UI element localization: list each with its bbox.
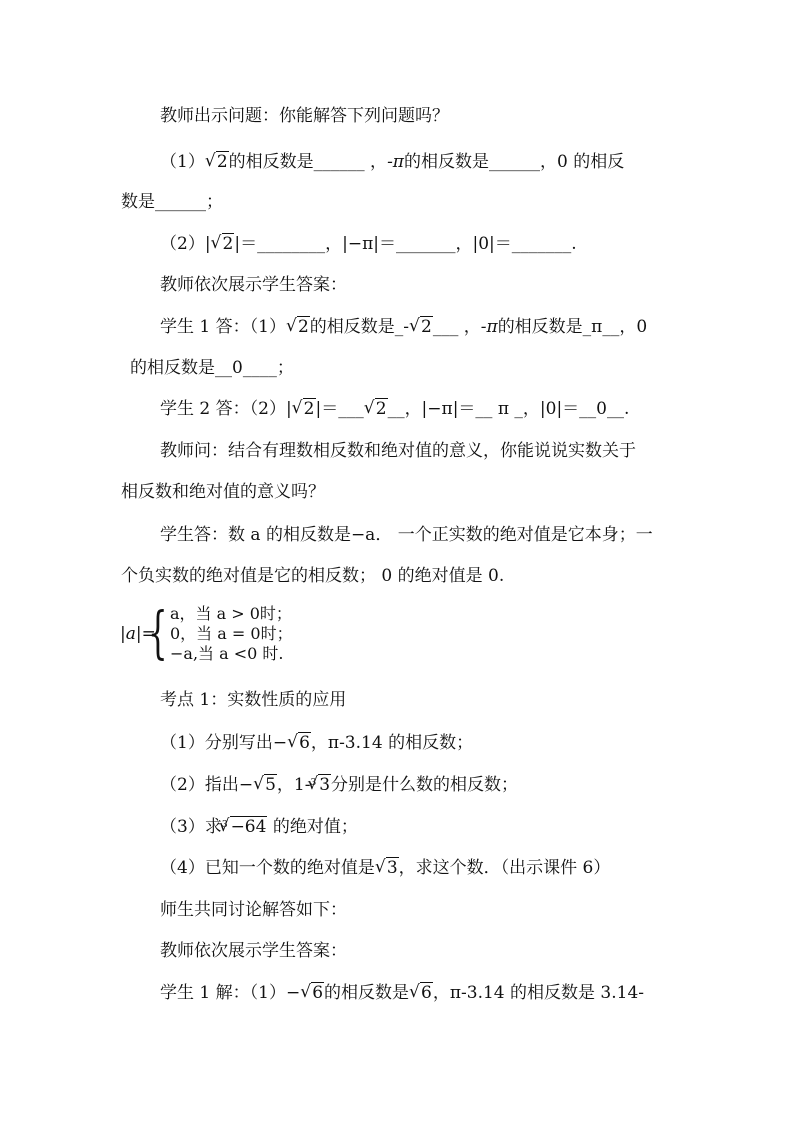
case-positive: a，当 a > 0时； [170, 604, 292, 623]
sqrt: √ 5 [253, 773, 277, 797]
left-brace: { [148, 601, 168, 666]
discussion-line: 师生共同讨论解答如下： [160, 900, 347, 920]
show-answers-2: 教师依次展示学生答案： [160, 941, 347, 961]
student-1-solution: 学生 1 解：（1）−√ 6的相反数是√ 6，π-3.14 的相反数是 3.14- [160, 981, 644, 1005]
kaodian-1-heading: 考点 1：实数性质的应用 [160, 690, 347, 710]
sqrt: √ 2 [286, 315, 310, 339]
question-1-cont: 数是______； [121, 192, 223, 212]
exercise-3: （3）求$^3$√ −64 的绝对值； [160, 815, 358, 839]
student-answer-definition: 学生答：数 a 的相反数是−a． 一个正实数的绝对值是它本身；一 [160, 525, 653, 545]
paragraph-show-answers: 教师依次展示学生答案： [160, 275, 347, 295]
sqrt: √ 2 [364, 397, 388, 421]
exercise-2: （2）指出−√ 5，1-$^3$√ 3分别是什么数的相反数； [160, 773, 518, 797]
question-2: （2）|√ 2|＝________，|−π|＝_______，|0|＝_______. [160, 232, 577, 256]
case-zero: 0，当 a = 0时； [170, 624, 293, 643]
sqrt: √ 6 [287, 731, 311, 755]
sqrt: √ 6 [300, 981, 324, 1005]
sqrt: √ 2 [211, 232, 235, 256]
sqrt: √ 2 [205, 150, 229, 174]
student-answer-definition-cont: 个负实数的绝对值是它的相反数； 0 的绝对值是 0. [121, 566, 505, 586]
sqrt: √ 2 [292, 397, 316, 421]
teacher-ask-cont: 相反数和绝对值的意义吗？ [121, 482, 325, 502]
sqrt: √ 2 [409, 315, 433, 339]
absolute-value-piecewise [120, 601, 380, 668]
sqrt: √ 6 [409, 981, 433, 1005]
student-2-answer: 学生 2 答：（2）|√ 2|＝___√ 2__，|−π|＝__ π _，|0|＝__0__. [160, 397, 629, 421]
teacher-ask: 教师问：结合有理数相反数和绝对值的意义，你能说说实数关于 [160, 441, 636, 461]
student-1-answer: 学生 1 答：（1）√ 2的相反数是_-√ 2___ ，-π的相反数是_π__，0 [160, 315, 647, 339]
cube-root: √ −64 [219, 815, 268, 839]
sqrt: √ 3 [375, 856, 399, 880]
exercise-4: （4）已知一个数的绝对值是√ 3，求这个数．（出示课件 6） [160, 856, 610, 880]
cube-root: √ 3 [307, 773, 331, 797]
student-1-answer-cont: 的相反数是__0____； [130, 358, 294, 378]
case-negative: −a,当 a <0 时. [170, 644, 284, 663]
exercise-1: （1）分别写出−√ 6，π-3.14 的相反数； [160, 731, 473, 755]
abs-lhs: |a|= [120, 624, 156, 644]
paragraph-teacher-question: 教师出示问题：你能解答下列问题吗？ [160, 106, 449, 126]
question-1: （1）√ 2的相反数是______ ，-π的相反数是______，0 的相反 [160, 150, 624, 174]
